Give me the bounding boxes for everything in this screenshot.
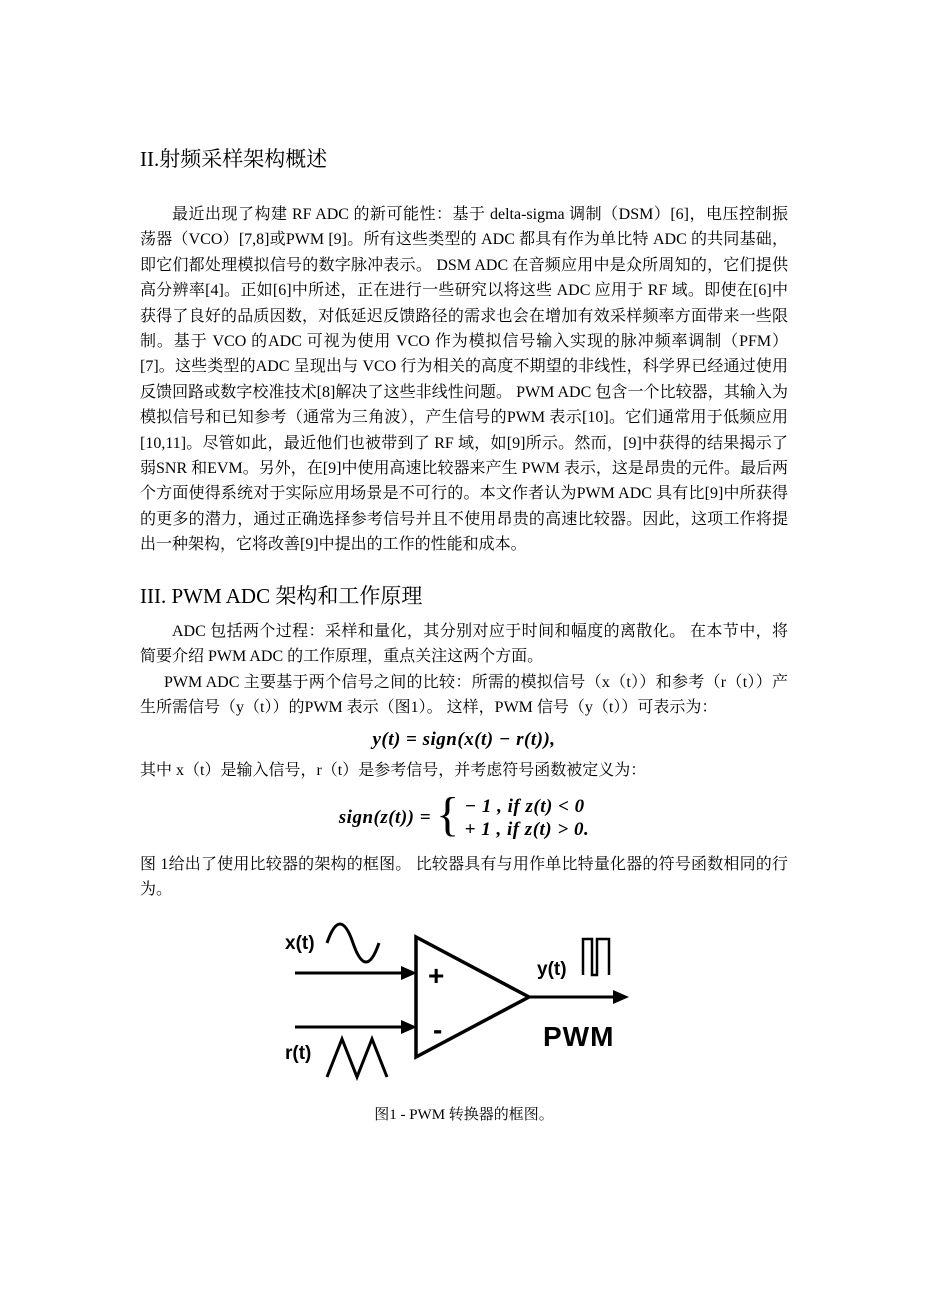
comparator-plus-label: + xyxy=(428,959,445,991)
figure-1 xyxy=(140,915,788,1124)
equation-case-negative: − 1 , if z(t) < 0 xyxy=(464,795,585,817)
equation-pwm-signal: y(t) = sign(x(t) − r(t)), xyxy=(372,729,556,751)
output-y-label: y(t) xyxy=(537,958,567,980)
figure-1-diagram xyxy=(283,915,645,1089)
figure-intro-paragraph: 图 1给出了使用比较器的架构的框图。 比较器具有与用作单比特量化器的符号函数相同的行为。 xyxy=(140,855,788,899)
sign-intro-paragraph: 其中 x（t）是输入信号，r（t）是参考信号，并考虑符号函数被定义为： xyxy=(140,762,647,780)
pwm-label: PWM xyxy=(543,1020,615,1052)
input-r-label: r(t) xyxy=(285,1042,312,1064)
equation-case-positive: + 1 , if z(t) > 0. xyxy=(464,818,590,840)
pwm-overview-paragraph: ADC 包括两个过程：采样和量化，其分别对应于时间和幅度的离散化。 在本节中，将简要介绍 PWM ADC 的工作原理，重点关注这两个方面。 xyxy=(140,622,788,666)
section-rf-heading: II.射频采样架构概述 xyxy=(140,147,328,171)
section-rf-paragraph: 最近出现了构建 RF ADC 的新可能性：基于 delta-sigma 调制（DSM）[6]，电压控制振荡器（VCO）[7,8]或PWM [9]。所有这些类型的 ADC 都具有作为单比特 ADC 的共同基础，即它们都处理模拟信号的数字脉冲表示。 DSM ADC 在音频应用中是众所周知的，它们提供高分辨率[4]。正如[6]中所述，正在进行一些研究以将这些 ADC 应用于 RF 域。即使在[6]中获得了良好的品质因数，对低延迟反馈路径的需求也会在增加有效采样频率方面带来一些限制。基于 VCO 的ADC 可视为使用 VCO 作为模拟信号输入实现的脉冲频率调制（PFM）[7]。这些类型的ADC 呈现出与 VCO 行为相关的高度不期望的非线性，科学界已经通过使用反馈回路或数字校准技术[8]解决了这些非线性问题。 PWM ADC 包含一个比较器，其输入为模拟信号和已知参考（通常为三角波），产生信号的PWM 表示[10]。它们通常用于低频应用[10,11]。尽管如此，最近他们也被带到了 RF 域，如[9]所示。然而，[9]中获得的结果揭示了弱SNR 和EVM。另外，在[9]中使用高速比较器来产生 PWM 表示，这是昂贵的元件。最后两个方面使得系统对于实际应用场景是不可行的。本文作者认为PWM ADC 具有比[9]中所获得的更多的潜力，通过正确选择参考信号并且不使用昂贵的高速比较器。因此，这项工作将提出一种架构，它将改善[9]中提出的工作的性能和成本。 xyxy=(140,206,788,554)
output-arrowhead xyxy=(613,990,629,1004)
sine-wave-icon xyxy=(327,924,379,962)
input-x-label: x(t) xyxy=(285,932,315,954)
triangle-wave-icon xyxy=(327,1039,387,1077)
section-pwm-heading: III. PWM ADC 架构和工作原理 xyxy=(140,583,423,608)
equation-cases-stack xyxy=(465,795,590,841)
comparator-minus-label: - xyxy=(433,1013,443,1045)
equation-sign-lhs: sign(z(t)) = xyxy=(338,806,432,828)
equation-left-brace: { xyxy=(436,787,460,841)
pwm-comparison-paragraph: PWM ADC 主要基于两个信号之间的比较：所需的模拟信号（x（t））和参考（r（t））产生所需信号（y（t））的PWM 表示（图1）。 这样，PWM 信号（y（t））可表示为： xyxy=(140,673,788,716)
figure-1-caption: 图1 - PWM 转换器的框图。 xyxy=(374,1106,554,1123)
pwm-pulse-icon xyxy=(583,939,609,975)
equation-sign-function xyxy=(140,787,788,842)
